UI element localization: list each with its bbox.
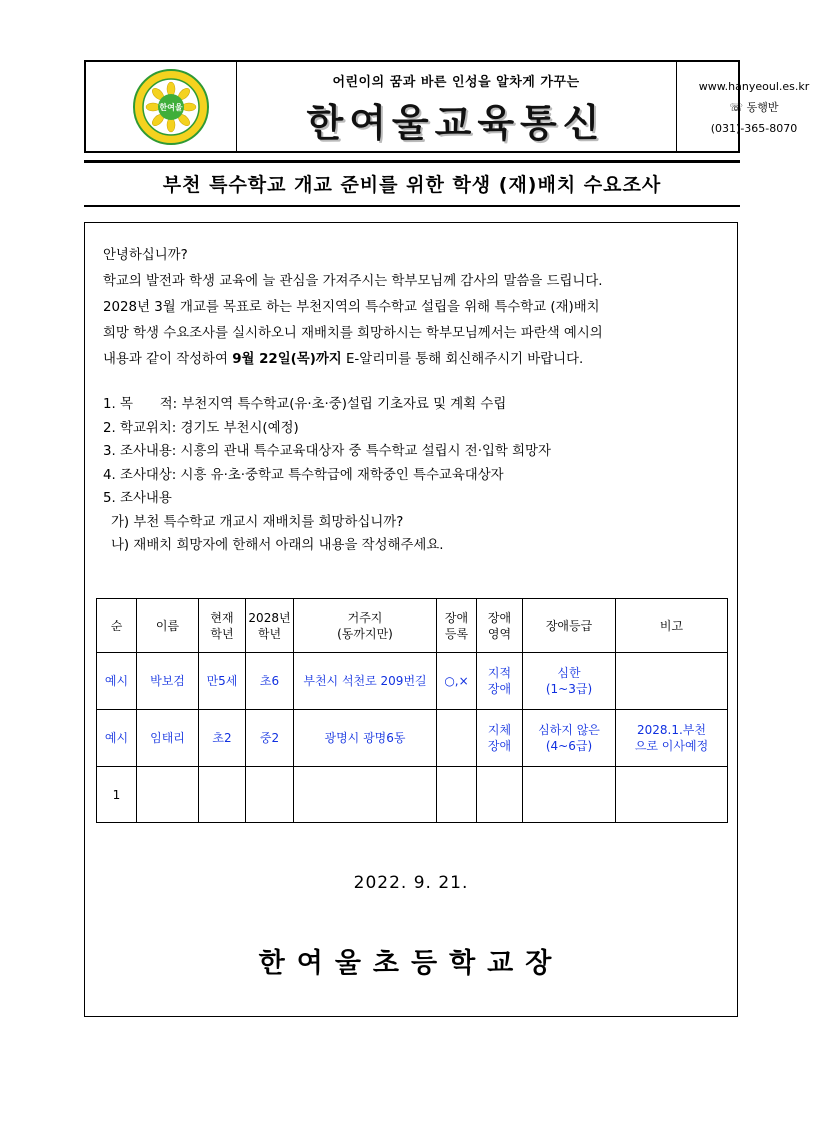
cell-disability-level: 심하지 않은 (4~6급) <box>523 710 616 767</box>
cell-address[interactable] <box>294 767 437 823</box>
title-rule-top <box>84 160 740 163</box>
slogan: 어린이의 꿈과 바른 인성을 알차게 가꾸는 <box>332 75 580 90</box>
survey-items <box>103 393 723 558</box>
cell-disability-level: 심한 (1~3급) <box>523 653 616 710</box>
contact-cell <box>676 62 810 151</box>
table-row <box>97 767 728 823</box>
cell-note[interactable] <box>616 767 728 823</box>
list-item: 5. 조사내용 <box>103 491 172 506</box>
document-title: 부천 특수학교 개교 준비를 위한 학생 (재)배치 수요조사 <box>162 174 662 196</box>
sub-item: 나) 재배치 희망자에 한해서 아래의 내용을 작성해주세요. <box>111 538 444 553</box>
cell-registration <box>437 710 477 767</box>
list-item: 3. 조사내용: 시흥의 관내 특수교육대상자 중 특수학교 설립시 전·입학 희망자 <box>103 444 551 459</box>
website-link[interactable]: www.hanyeoul.es.kr <box>698 80 810 93</box>
header-note: 비고 <box>616 599 728 653</box>
phone-label: ☏ 동행반 <box>729 101 779 114</box>
header-grade-2028: 2028년 학년 <box>246 599 294 653</box>
deadline-text: 9월 22일(목)까지 <box>232 352 342 367</box>
cell-grade-2028: 중2 <box>246 710 294 767</box>
newsletter-title: 한여울교육통신 <box>306 101 606 145</box>
paragraph-line: 학교의 발전과 학생 교육에 늘 관심을 가져주시는 학부모님께 감사의 말씀을 드립니다. <box>103 274 603 289</box>
table-row <box>97 653 728 710</box>
paragraph-line <box>103 347 723 373</box>
survey-table <box>96 598 728 823</box>
cell-disability-level[interactable] <box>523 767 616 823</box>
list-item: 4. 조사대상: 시흥 유·초·중학교 특수학급에 재학중인 특수교육대상자 <box>103 467 504 483</box>
table-header-row <box>97 599 728 653</box>
principal-signature: 한여울초등학교장 <box>258 948 564 979</box>
paragraph-text: E-알리미를 통해 회신해주시기 바랍니다. <box>341 352 584 367</box>
cell-grade-2028[interactable] <box>246 767 294 823</box>
cell-disability-area: 지체 장애 <box>477 710 523 767</box>
svg-text:한여울: 한여울 <box>159 103 183 112</box>
header-name: 이름 <box>137 599 199 653</box>
header-address: 거주지 (동까지만) <box>294 599 437 653</box>
phone-number: (031)-365-8070 <box>710 122 798 135</box>
newsletter-header <box>84 60 810 153</box>
cell-registration: ○,× <box>437 653 477 710</box>
table-row <box>97 710 728 767</box>
paragraph-line: 희망 학생 수요조사를 실시하오니 재배치를 희망하시는 학부모님께서는 파란색 예시의 <box>103 326 603 341</box>
cell-name[interactable] <box>137 767 199 823</box>
letter-box <box>84 222 738 1017</box>
sub-item: 가) 부천 특수학교 개교시 재배치를 희망하십니까? <box>111 514 404 530</box>
paragraph-line: 2028년 3월 개교를 목표로 하는 부천지역의 특수학교 설립을 위해 특수학교 (재)배치 <box>103 300 600 315</box>
header-disability-area: 장애 영역 <box>477 599 523 653</box>
cell-note: 2028.1.부천 으로 이사예정 <box>616 710 728 767</box>
logo-cell <box>86 62 237 151</box>
list-item: 2. 학교위치: 경기도 부천시(예정) <box>103 420 299 436</box>
header-order: 순 <box>97 599 137 653</box>
greeting: 안녕하십니까? <box>103 248 188 263</box>
cell-disability-area: 지적 장애 <box>477 653 523 710</box>
cell-address: 광명시 광명6동 <box>294 710 437 767</box>
header-disability-level: 장애등급 <box>523 599 616 653</box>
paragraph-text: 내용과 같이 작성하여 <box>103 352 233 367</box>
contact-info <box>684 76 824 139</box>
cell-disability-area[interactable] <box>477 767 523 823</box>
cell-name: 박보검 <box>137 653 199 710</box>
issue-date: 2022. 9. 21. <box>353 873 469 893</box>
header-registration: 장애 등록 <box>437 599 477 653</box>
cell-address: 부천시 석천로 209번길 <box>294 653 437 710</box>
header-grade-now: 현재 학년 <box>199 599 246 653</box>
cell-note <box>616 653 728 710</box>
cell-name: 임태리 <box>137 710 199 767</box>
cell-registration[interactable] <box>437 767 477 823</box>
title-cell <box>236 62 677 151</box>
cell-grade-2028: 초6 <box>246 653 294 710</box>
cell-order: 예시 <box>97 710 137 767</box>
list-item: 1. 목 적: 부천지역 특수학교(유·초·중)설립 기초자료 및 계획 수립 <box>103 397 507 412</box>
cell-grade-now[interactable] <box>199 767 246 823</box>
school-logo-icon <box>132 68 210 146</box>
letter-body <box>103 243 723 373</box>
title-rule-bottom <box>84 205 740 207</box>
cell-grade-now: 만5세 <box>199 653 246 710</box>
cell-order: 예시 <box>97 653 137 710</box>
cell-order: 1 <box>97 767 137 823</box>
cell-grade-now: 초2 <box>199 710 246 767</box>
